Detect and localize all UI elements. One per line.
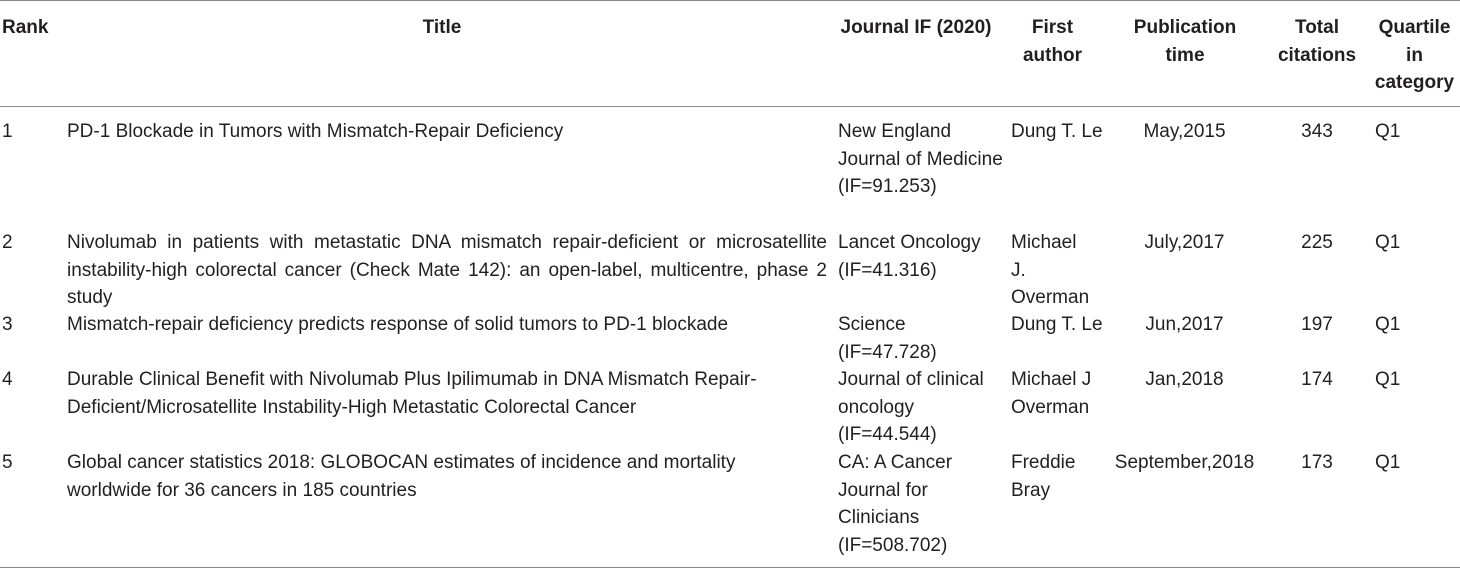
- table-row-2-first-author: Michael J. Overman: [1011, 232, 1090, 308]
- table-row-3-first-author: Dung T. Le: [1011, 314, 1103, 335]
- table-bottom-rule: [0, 567, 1460, 568]
- header-first-author: First author: [1022, 17, 1083, 66]
- table-top-rule: [0, 0, 1460, 1]
- table-row-2-rank: 2: [2, 232, 13, 253]
- header-publication-time: Publication time: [1133, 17, 1237, 66]
- table-row-5-total-citations: 173: [1301, 452, 1333, 473]
- table-row-2-total-citations: 225: [1301, 232, 1333, 253]
- table-row-5-title: Global cancer statistics 2018: GLOBOCAN estimates of incidence and mortality worldwide for 36 cancers in 185 countries: [67, 452, 736, 501]
- table-row-3-total-citations: 197: [1301, 314, 1333, 335]
- table-row-3-quartile: Q1: [1375, 314, 1401, 335]
- table-row-1-rank: 1: [2, 121, 13, 142]
- table-row-1-quartile: Q1: [1375, 121, 1401, 142]
- table-row-2-publication-time: July,2017: [1144, 232, 1225, 253]
- table-row-5-publication-time: September,2018: [1114, 452, 1255, 473]
- table-row-1-total-citations: 343: [1301, 121, 1333, 142]
- table-row-5-first-author: Freddie Bray: [1011, 452, 1076, 501]
- table-row-4-total-citations: 174: [1301, 369, 1333, 390]
- table-row-3-publication-time: Jun,2017: [1145, 314, 1224, 335]
- table-row-4-publication-time: Jan,2018: [1145, 369, 1224, 390]
- table-row-4-quartile: Q1: [1375, 369, 1401, 390]
- table-row-1-first-author: Dung T. Le: [1011, 121, 1103, 142]
- table-row-4-first-author: Michael J Overman: [1011, 369, 1092, 418]
- table-row-2-journal: Lancet Oncology (IF=41.316): [838, 232, 981, 281]
- table-row-1-publication-time: May,2015: [1143, 121, 1226, 142]
- table-row-5-rank: 5: [2, 452, 13, 473]
- table-row-1-journal: New England Journal of Medicine (IF=91.253): [838, 121, 1003, 197]
- header-rule: [0, 106, 1460, 107]
- table-row-2-quartile: Q1: [1375, 232, 1401, 253]
- header-title: Title: [422, 17, 462, 38]
- table-row-5-journal: CA: A Cancer Journal for Clinicians (IF=508.702): [838, 452, 953, 556]
- table-row-1-title: PD-1 Blockade in Tumors with Mismatch-Repair Deficiency: [67, 121, 564, 142]
- table-row-5-quartile: Q1: [1375, 452, 1401, 473]
- header-journal: Journal IF (2020): [840, 17, 992, 38]
- table-row-4-title: Durable Clinical Benefit with Nivolumab Plus Ipilimumab in DNA Mismatch Repair-Deficient/Microsatellite Instability-High Metastatic Colorectal Cancer: [67, 369, 757, 418]
- header-rank: Rank: [2, 17, 49, 38]
- header-quartile: Quartile in category: [1374, 17, 1455, 93]
- table-row-4-rank: 4: [2, 369, 13, 390]
- table-row-2-title: Nivolumab in patients with metastatic DNA mismatch repair-deficient or microsatellite instability-high colorectal cancer (Check Mate 142): an open-label, multicentre, phase 2 study: [67, 232, 827, 308]
- table-row-3-journal: Science (IF=47.728): [838, 314, 937, 363]
- table-row-3-rank: 3: [2, 314, 13, 335]
- header-total-citations: Total citations: [1277, 17, 1357, 66]
- table-row-3-title: Mismatch-repair deficiency predicts response of solid tumors to PD-1 blockade: [67, 314, 729, 335]
- table-row-4-journal: Journal of clinical oncology (IF=44.544): [838, 369, 984, 445]
